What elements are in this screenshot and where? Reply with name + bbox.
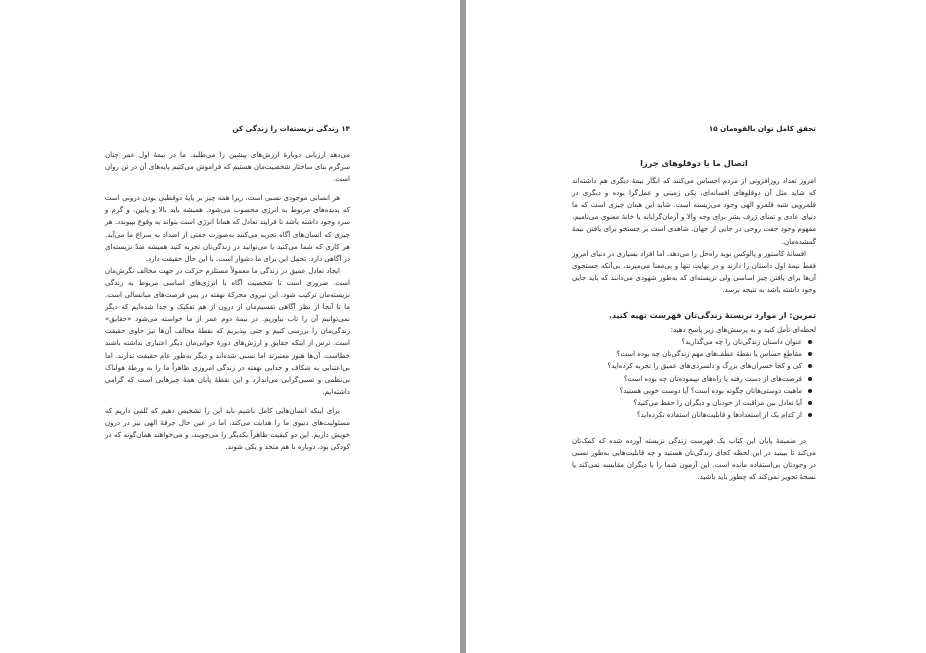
exercise-intro: لحظه‌ای تأمل کنید و به پرسش‌های زیر پاسخ دهید: (670, 326, 816, 335)
right-paragraph-1: امروز تعداد روزافزونی از مردم احساس می‌کنند که انگار نیمهٔ دیگری هم داشته‌اند که شاید مثل آن دوقلوهای افسانه‌ای، یکی زمینی و عمل‌گرا بوده و دیگری در قلمرویی شبه قلمرو الهی وجود می‌زیسته است. شاید این همان چیزی است که ما دنیای عادی و تمنای ژرف بشر برای وجه والا و آرمان‌گرایانه یا خانهٔ معنوی می‌نامیم، مفهوم وجود جفت روحی در جایی از جهان. شاهدی است بر جستجو برای یافتن نیمهٔ گمشده‌مان. (572, 177, 816, 246)
bullet-icon (808, 401, 812, 405)
right-closing-paragraph: در ضمیمهٔ پایان این کتاب یک فهرست زندگی نزیسته آورده شده که کمک‌تان می‌کند تا ببینید در این لحظه کجای زندگی‌تان هستید و چه قابلیت‌هایی به‌طور نسبی در وجودتان بی‌استفاده مانده است. این آزمون شما را با دیگران مقایسه نمی‌کند یا نسخهٔ تجویز نمی‌کند که چطور باید باشید. (572, 436, 816, 482)
list-item: عنوان داستان زندگی‌تان را چه می‌گذارید؟ (572, 336, 812, 348)
list-item: از کدام یک از استعدادها و قابلیت‌هاتان استفاده نکرده‌اید؟ (572, 409, 812, 421)
bullet-icon (808, 389, 812, 393)
right-page (466, 0, 926, 653)
list-item: مقاطع حساس یا نقطهٔ عطف‌های مهم زندگی‌تان چه بوده است؟ (572, 348, 812, 360)
section-title: اتصال ما با دوقلوهای جرزا (640, 158, 748, 168)
right-body (572, 157, 816, 483)
exercise-title: تمرین: از موارد نزیستهٔ زندگی‌تان فهرست تهیه کنید. (608, 311, 816, 321)
list-item: فرصت‌های از دست رفته یا راه‌های نپیموده‌تان چه بوده است؟ (572, 373, 812, 385)
bullet-icon (808, 377, 812, 381)
left-page (0, 0, 460, 653)
left-running-header: ۱۴ زندگی نزیسته‌ات را زندگی کن (232, 124, 350, 133)
question-list (572, 336, 816, 421)
list-item: کی و کجا خسران‌های بزرگ و دلسردی‌های عمیق را تجربه کرده‌اید؟ (572, 360, 812, 372)
right-running-header: تحقق کامل توان بالقوه‌مان ۱۵ (708, 124, 816, 133)
left-paragraph-2: هر انسانی موجودی نسبی است، زیرا همه چیز بر پایهٔ دوقطبی بودن درونی است که پدیده‌های مربوط به انرژی محسوب می‌شود. همیشه باید بالا و پایین، و گرم و سرد وجود داشته باشد تا فرایند تعادل که همانا انرژی است بتواند به وقوع بپیوندد. هر چیزی که انسان‌های آگاه تجربه می‌کنند به‌صورت جفتی از اضداد به سراغ ما می‌آید. هر کاری که شما می‌کنید یا می‌توانید در زندگی‌تان تجربه کنید همیشه ضدّ نزیسته‌ای در آگاهی دارد. تحمل این برای ما دشوار است. با این حال حقیقت دارد. (105, 194, 350, 263)
list-item: آیا تعادل بین مراقبت از خودتان و دیگران را حفظ می‌کنید؟ (572, 397, 812, 409)
left-paragraph-4: برای اینکه انسان‌هایی کامل باشیم باید این را تشخیص دهیم که تُلمی داریم که مسئولیت‌های دنیوی ما را هدایت می‌کند، اما در عین حال جرقهٔ الهی نیز در درون خویش داریم. این دو کیفیت ظاهراً یکدیگر را می‌جویند، و می‌خواهند همان‌گونه که در کودکی بود، دوباره با هم متحد و یکی شوند. (105, 406, 350, 452)
list-item: ماهیت دوستی‌هاتان چگونه بوده است؟ آیا دوست خوبی هستید؟ (572, 385, 812, 397)
right-paragraph-2: افسانهٔ کاستور و پالوکس نوید راه‌حل را می‌دهد، اما افراد بسیاری در دنیای امروز فقط نیمهٔ اول داستان را دارند و در نهایت تنها و بی‌معنا می‌میرند، بی‌آنکه جستجوی آن‌ها برای یافتن چیز اساسی ولی نزیسته‌ای که به‌طور شهودی می‌دانند که باید جایی وجود داشته باشد به نتیجه برسد. (572, 249, 816, 294)
left-paragraph-1: می‌دهد ارزیابی دوبارهٔ ارزش‌های پیشین را می‌طلبد. ما در نیمهٔ اول عمر چنان سرگرم بنای ساختار شخصیت‌مان هستیم که فراموش می‌کنیم پایه‌های آن در تن روان است. (105, 151, 350, 184)
bullet-icon (808, 340, 812, 344)
bullet-icon (808, 352, 812, 356)
bullet-icon (808, 364, 812, 368)
bullet-icon (808, 413, 812, 417)
left-body (105, 149, 350, 453)
left-paragraph-3: ایجاد تعادل عمیق در زندگی ما معمولاً مستلزم حرکت در جهت مخالف نگرش‌مان است. ضروری است تا شخصیت آگاه با انرژی‌های اساسی مربوط به زندگی نزیسته‌مان ترکیب شود. این نیروی محرکهٔ نهفته در پس فرصت‌های میانسالی است. ما تا آنجا از نظر آگاهی تقسیم‌مان از درون از هم تفکیک و جدا شده‌ایم که دیگر نمی‌توانیم آن را تاب بیاوریم. در نیمهٔ دوم عمر از ما خواسته می‌شود «حقایق» زندگی‌مان را بررسی کنیم و حتی بپذیریم که نقطهٔ مخالف آن‌ها نیز حاوی حقیقت است. ترس از اینکه حقایق و ارزش‌های دورهٔ جوانی‌مان دیگر اعتباری نداشته باشند خطاست. آن‌ها هنوز معتبرند اما نسبی شده‌اند و دیگر به‌طور عام حقیقت ندارند. اما بی‌اعتنایی به شکاف و جدایی نهفته در زندگی امروزی ظاهراً ما را به ورطهٔ هولناک بی‌نظمی و نسبی‌گرایی می‌اندازد و این نقطهٔ پایان همهٔ چیزهایی است که گرامی داشته‌ایم. (105, 266, 350, 396)
